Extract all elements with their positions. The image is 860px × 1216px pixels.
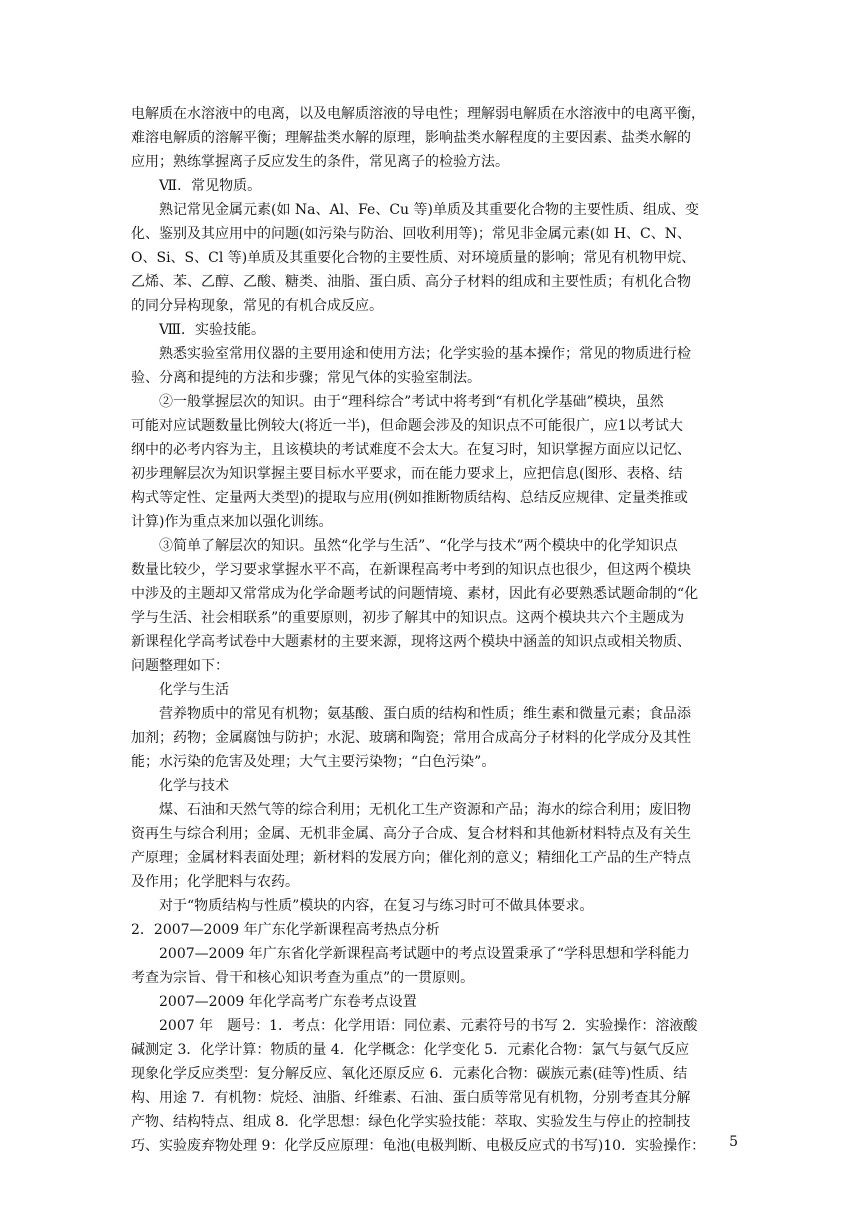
text-line: 乙烯、苯、乙醇、乙酸、糖类、油脂、蛋白质、高分子材料的组成和主要性质；有机化合物 bbox=[131, 274, 691, 290]
text-line: 化、鉴别及其应用中的问题(如污染与防治、回收利用等)；常见非金属元素(如 H、C、N、 bbox=[131, 226, 692, 242]
text-line: 加剂；药物；金属腐蚀与防护；水泥、玻璃和陶瓷；常用合成高分子材料的化学成分及其性 bbox=[131, 730, 691, 746]
text-line: 可能对应试题数量比例较大(将近一半)，但命题会涉及的知识点不可能很广，应1以考试大 bbox=[131, 418, 683, 434]
text-line: Ⅶ．常见物质。 bbox=[159, 178, 262, 194]
text-line: 计算)作为重点来加以强化训练。 bbox=[131, 514, 333, 530]
text-line: 初步理解层次为知识掌握主要目标水平要求，而在能力要求上，应把信息(图形、表格、结 bbox=[131, 466, 683, 482]
text-line: 煤、石油和天然气等的综合利用；无机化工生产资源和产品；海水的综合利用；废旧物 bbox=[159, 802, 691, 818]
text-line: 熟悉实验室常用仪器的主要用途和使用方法；化学实验的基本操作；常见的物质进行检 bbox=[159, 346, 691, 362]
text-line: 的同分异构现象，常见的有机合成反应。 bbox=[131, 298, 383, 314]
text-line: 化学与生活 bbox=[159, 682, 229, 698]
text-line: 构式等定性、定量两大类型)的提取与应用(例如推断物质结构、总结反应规律、定量类推或 bbox=[131, 490, 688, 506]
text-line: 巧、实验废弃物处理 9：化学反应原理：龟池(电极判断、电极反应式的书写)10．实验操作： bbox=[131, 1138, 706, 1154]
text-line: 学与生活、社会相联系”的重要原则，初步了解其中的知识点。这两个模块共六个主题成为 bbox=[131, 610, 685, 626]
text-line: 对于“物质结构与性质”模块的内容，在复习与练习时可不做具体要求。 bbox=[159, 898, 594, 914]
text-line: 纲中的必考内容为主，且该模块的考试难度不会太大。在复习时，知识掌握方面应以记忆、 bbox=[131, 442, 691, 458]
text-line: 产物、结构特点、组成 8．化学思想：绿色化学实验技能：萃取、实验发生与停止的控制技 bbox=[131, 1114, 691, 1130]
text-line: 产原理；金属材料表面处理；新材料的发展方向；催化剂的意义；精细化工产品的生产特点 bbox=[131, 850, 691, 866]
text-line: 2007—2009 年化学高考广东卷考点设置 bbox=[159, 994, 417, 1010]
text-line: 2007—2009 年广东省化学新课程高考试题中的考点设置秉承了“学科思想和学科能力 bbox=[159, 946, 690, 962]
text-line: 难溶电解质的溶解平衡；理解盐类水解的原理，影响盐类水解程度的主要因素、盐类水解的 bbox=[131, 130, 691, 146]
text-line: 化学与技术 bbox=[159, 778, 229, 794]
text-line: 资再生与综合利用；金属、无机非金属、高分子合成、复合材料和其他新材料特点及有关生 bbox=[131, 826, 691, 842]
text-line: 中涉及的主题却又常常成为化学命题考试的问题情境、素材，因此有必要熟悉试题命制的“化 bbox=[131, 586, 699, 602]
text-line: 碱测定 3．化学计算：物质的量 4．化学概念：化学变化 5．元素化合物：氯气与氨气反应 bbox=[131, 1042, 690, 1058]
text-line: 及作用；化学肥料与农药。 bbox=[131, 874, 299, 890]
text-line: 数量比较少，学习要求掌握水平不高，在新课程高考中考到的知识点也很少，但这两个模块 bbox=[131, 562, 691, 578]
text-line: 验、分离和提纯的方法和步骤；常见气体的实验室制法。 bbox=[131, 370, 481, 386]
text-line: 熟记常见金属元素(如 Na、Al、Fe、Cu 等)单质及其重要化合物的主要性质、组成、变 bbox=[159, 202, 699, 218]
text-line: 应用；熟练掌握离子反应发生的条件，常见离子的检验方法。 bbox=[131, 154, 509, 170]
text-line: 问题整理如下： bbox=[131, 658, 229, 674]
page-number: 5 bbox=[729, 1134, 738, 1150]
text-line: 构、用途 7．有机物：烷烃、油脂、纤维素、石油、蛋白质等常见有机物，分别考查其分解 bbox=[131, 1090, 691, 1106]
text-line: 考查为宗旨、骨干和核心知识考查为重点”的一贯原则。 bbox=[131, 970, 475, 986]
text-line: Ⅷ．实验技能。 bbox=[159, 322, 266, 338]
text-line: 新课程化学高考试卷中大题素材的主要来源，现将这两个模块中涵盖的知识点或相关物质、 bbox=[131, 634, 691, 650]
text-line: 2．2007—2009 年广东化学新课程高考热点分析 bbox=[131, 922, 440, 938]
text-line: 能；水污染的危害及处理；大气主要污染物；“白色污染”。 bbox=[131, 754, 496, 770]
text-line: 电解质在水溶液中的电离，以及电解质溶液的导电性；理解弱电解质在水溶液中的电离平衡， bbox=[131, 106, 705, 122]
text-line: 2007 年 题号：1．考点：化学用语：同位素、元素符号的书写 2．实验操作：溶液酸 bbox=[159, 1018, 698, 1034]
text-line: ②一般掌握层次的知识。由于“理科综合”考试中将考到“有机化学基础”模块，虽然 bbox=[159, 394, 664, 410]
text-line: ③简单了解层次的知识。虽然“化学与生活”、“化学与技术”两个模块中的化学知识点 bbox=[159, 538, 678, 554]
document-body bbox=[131, 102, 729, 1158]
text-line: 营养物质中的常见有机物；氨基酸、蛋白质的结构和性质；维生素和微量元素；食品添 bbox=[159, 706, 691, 722]
text-line: O、Si、S、Cl 等)单质及其重要化合物的主要性质、对环境质量的影响；常见有机物甲烷、 bbox=[131, 250, 696, 266]
text-line: 现象化学反应类型：复分解反应、氧化还原反应 6．元素化合物：碳族元素(硅等)性质、结 bbox=[131, 1066, 688, 1082]
